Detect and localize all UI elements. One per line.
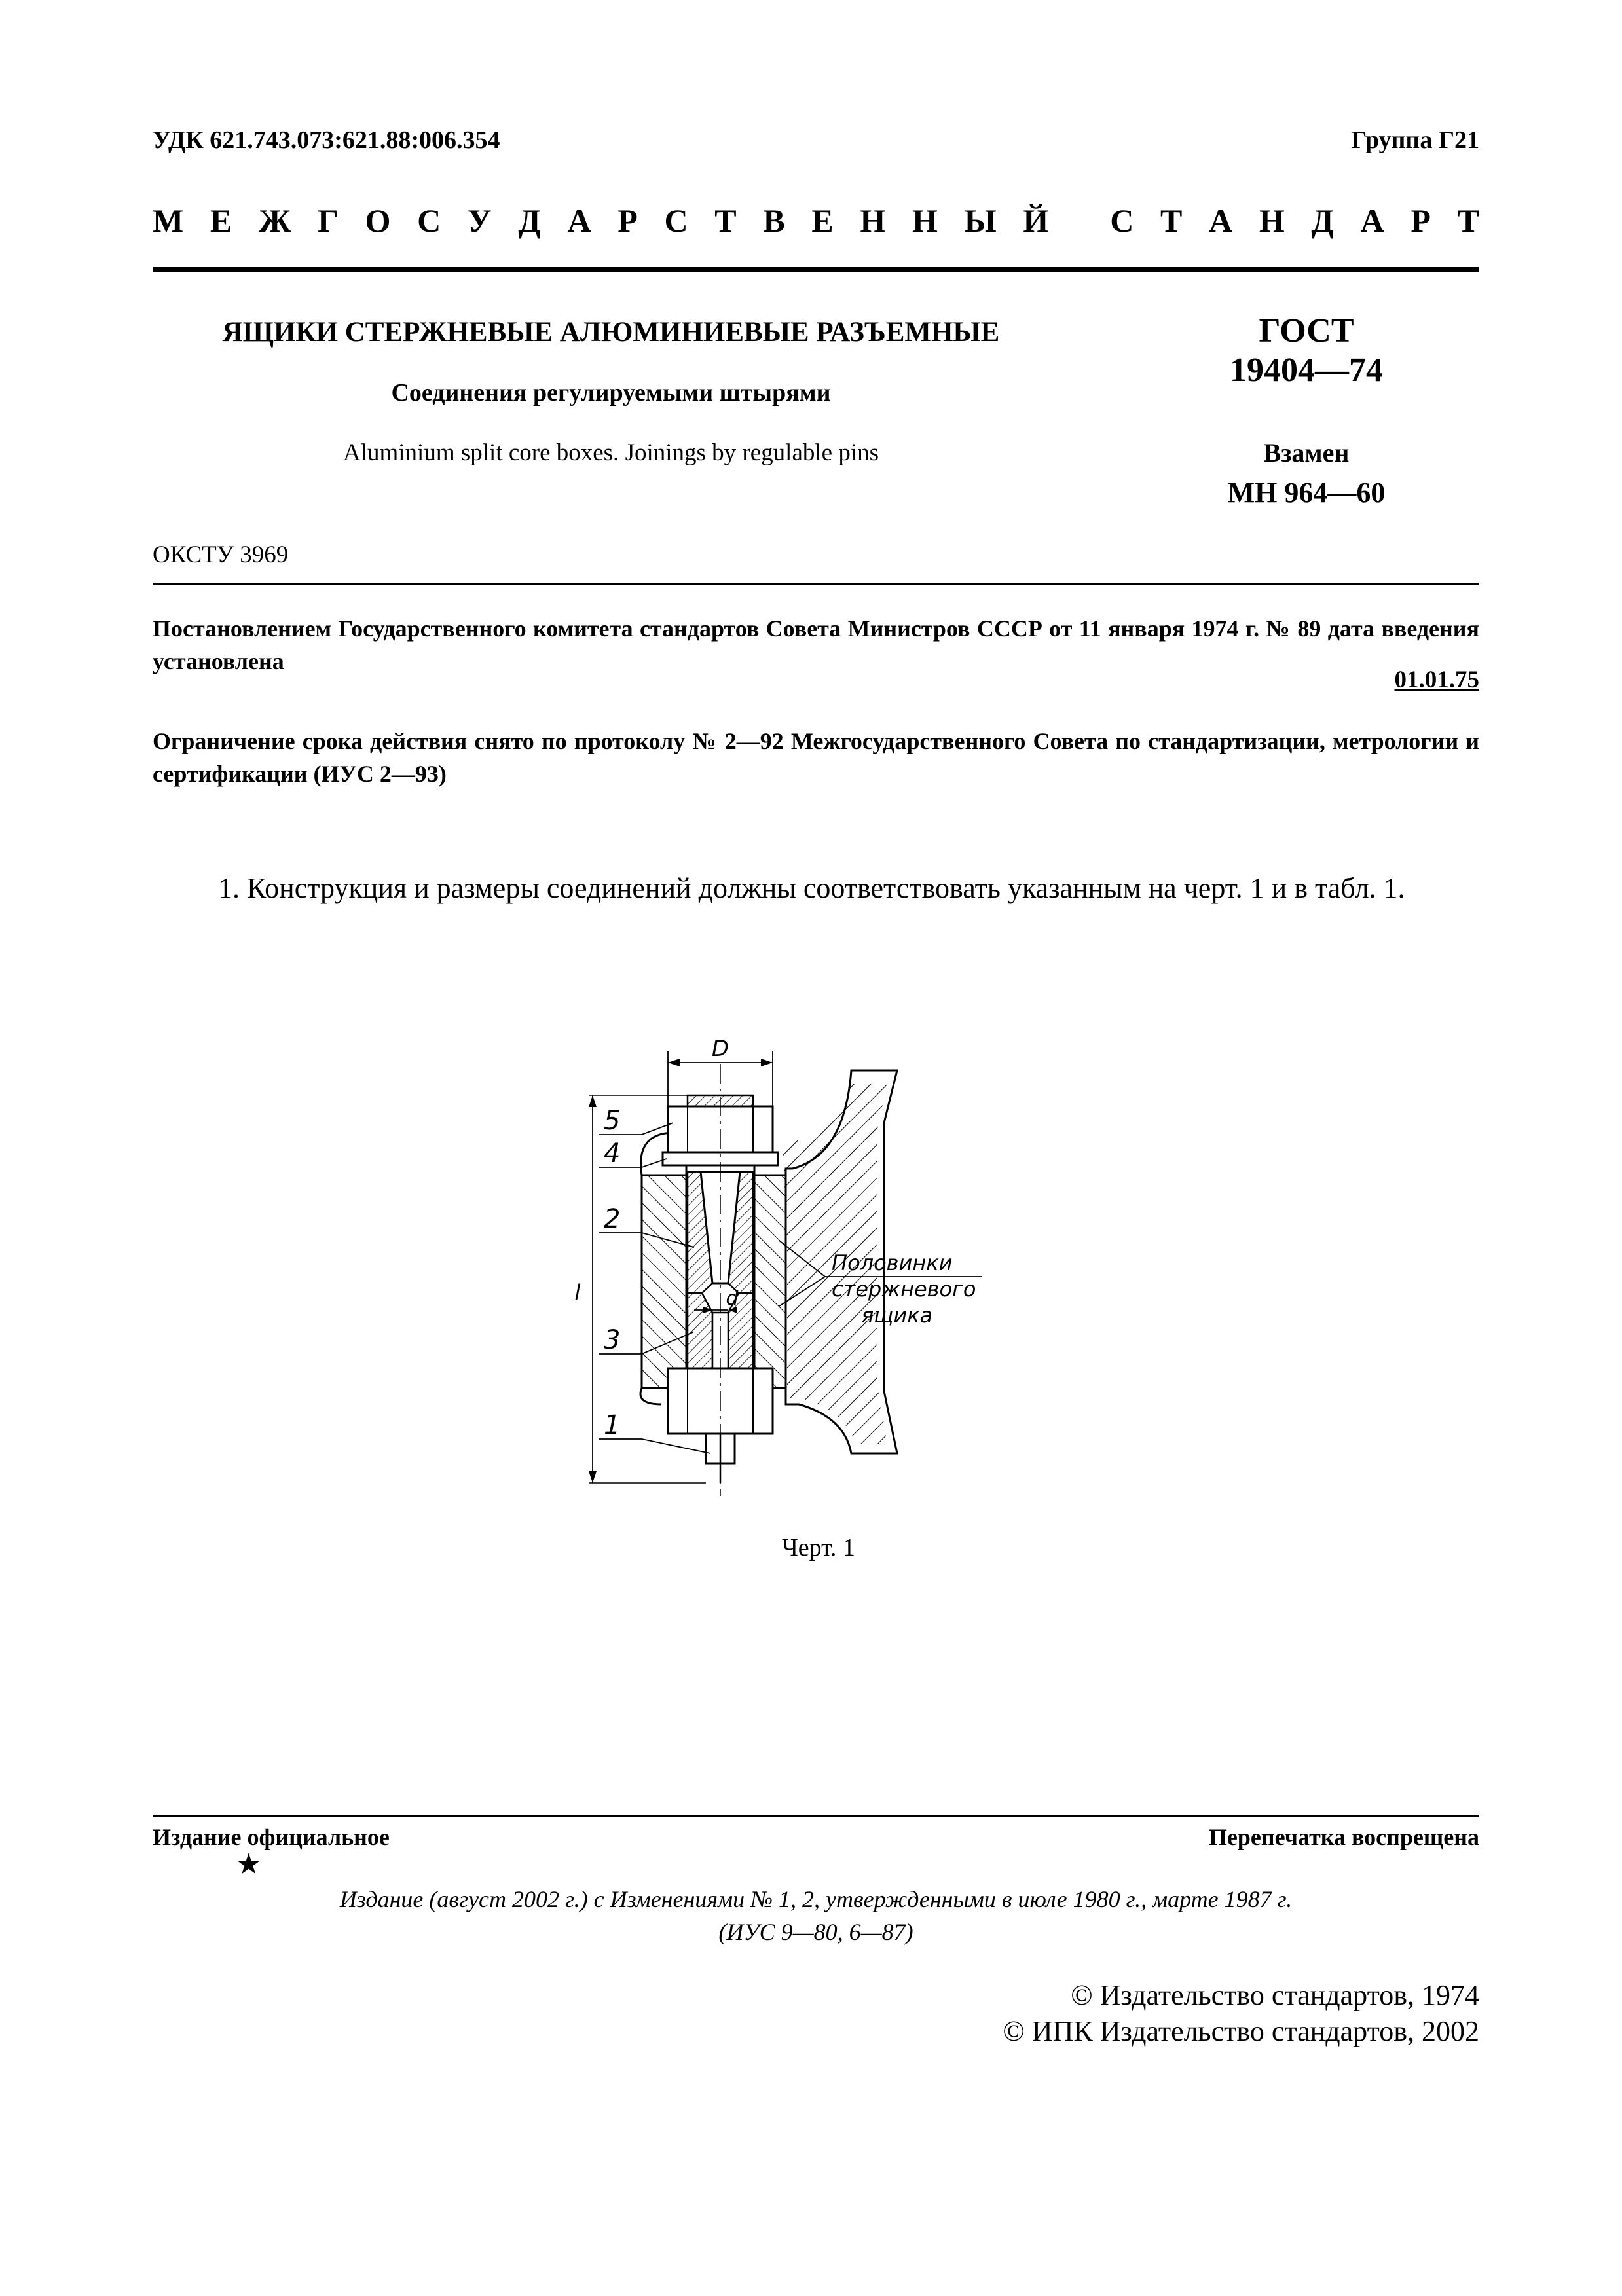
udk-code: УДК 621.743.073:621.88:006.354 xyxy=(153,126,500,154)
replaces-label: Взамен xyxy=(1263,438,1350,467)
interstate-letter: О xyxy=(365,202,391,239)
copyright-2002: © ИПК Издательство стандартов, 2002 xyxy=(1003,2015,1479,2047)
interstate-letter: Н xyxy=(1259,202,1285,239)
interstate-letter: С xyxy=(664,202,688,239)
edition-note-line-2: (ИУС 9—80, 6—87) xyxy=(718,1919,913,1945)
copyright-1974: © Издательство стандартов, 1974 xyxy=(1071,1979,1479,2011)
edition-note-line-1: Издание (август 2002 г.) с Изменениями № 1, 2, утвержденными в июле 1980 г., марте 1987 г. xyxy=(339,1886,1293,1912)
interstate-standard-heading xyxy=(153,202,1479,240)
interstate-letter: С xyxy=(1110,202,1134,239)
title-russian: ЯЩИКИ СТЕРЖНЕВЫЕ АЛЮМИНИЕВЫЕ РАЗЪЕМНЫЕ xyxy=(222,317,1000,348)
bushing-3 xyxy=(688,1293,712,1368)
callout-5 xyxy=(599,1106,673,1136)
interstate-letter: Н xyxy=(912,202,938,239)
callout-4 xyxy=(599,1139,667,1169)
interstate-letter: Д xyxy=(518,202,541,239)
svg-text:стержневого: стержневого xyxy=(832,1277,976,1302)
interstate-letter: М xyxy=(153,202,184,239)
header-thick-rule xyxy=(153,267,1479,272)
interstate-letter: Е xyxy=(811,202,834,239)
interstate-letter: Ы xyxy=(964,202,997,239)
star-icon: ★ xyxy=(236,1848,262,1880)
svg-text:3: 3 xyxy=(604,1325,621,1355)
gost-label: ГОСТ xyxy=(1259,312,1354,350)
replaced-document: МН 964—60 xyxy=(1227,477,1386,509)
svg-text:4: 4 xyxy=(604,1139,621,1169)
interstate-letter: Н xyxy=(860,202,886,239)
interstate-letter: Р xyxy=(1410,202,1431,239)
interstate-letter: Е xyxy=(210,202,232,239)
reprint-forbidden-label: Перепечатка воспрещена xyxy=(1208,1824,1479,1850)
subtitle-russian: Соединения регулируемыми штырями xyxy=(391,379,831,407)
dim-l-label: l xyxy=(574,1280,581,1305)
interstate-letter: У xyxy=(467,202,492,239)
interstate-word-gap xyxy=(1075,202,1084,240)
svg-text:1: 1 xyxy=(604,1410,621,1440)
official-edition-label: Издание официальное xyxy=(153,1824,390,1850)
svg-text:2: 2 xyxy=(604,1204,621,1234)
interstate-letter: Г xyxy=(318,202,339,239)
interstate-letter: Й xyxy=(1023,202,1049,239)
clause-1: 1. Конструкция и размеры соединений должны соответствовать указанным на черт. 1 и в табл. 1. xyxy=(218,872,1405,904)
interstate-letter: Р xyxy=(617,202,638,239)
group-code: Группа Г21 xyxy=(1351,126,1479,154)
figure-caption: Черт. 1 xyxy=(782,1534,855,1561)
svg-text:ящика: ящика xyxy=(861,1303,933,1328)
interstate-letter: Т xyxy=(714,202,737,239)
joint-drawing xyxy=(563,1025,1087,1509)
interstate-letter: Ж xyxy=(258,202,291,239)
dim-D-label: D xyxy=(711,1036,729,1062)
dim-d-label: d xyxy=(726,1287,739,1310)
decree-paragraph: Постановлением Государственного комитета стандартов Совета Министров СССР от 11 января 1974 г. № 89 дата введения установлена xyxy=(153,615,1479,674)
interstate-letter: А xyxy=(567,202,591,239)
limitation-paragraph: Ограничение срока действия снято по протоколу № 2—92 Межгосударственного Совета по стандартизации, метрологии и сертификации (ИУС 2—93) xyxy=(153,728,1479,787)
title-english: Aluminium split core boxes. Joinings by regulable pins xyxy=(342,439,879,466)
interstate-letter: А xyxy=(1360,202,1384,239)
okstu-code: ОКСТУ 3969 xyxy=(153,541,289,568)
gost-number: 19404—74 xyxy=(1230,352,1383,389)
introduction-date: 01.01.75 xyxy=(1394,666,1479,693)
interstate-letter: Т xyxy=(1457,202,1479,239)
interstate-letter: Т xyxy=(1160,202,1183,239)
svg-text:Половинки: Половинки xyxy=(832,1250,953,1275)
title-bottom-rule xyxy=(153,583,1479,585)
interstate-letter: С xyxy=(417,202,441,239)
interstate-letter: А xyxy=(1209,202,1233,239)
svg-text:5: 5 xyxy=(604,1106,621,1136)
interstate-letter: Д xyxy=(1311,202,1334,239)
interstate-letter: В xyxy=(763,202,785,239)
footer-rule xyxy=(153,1815,1479,1817)
